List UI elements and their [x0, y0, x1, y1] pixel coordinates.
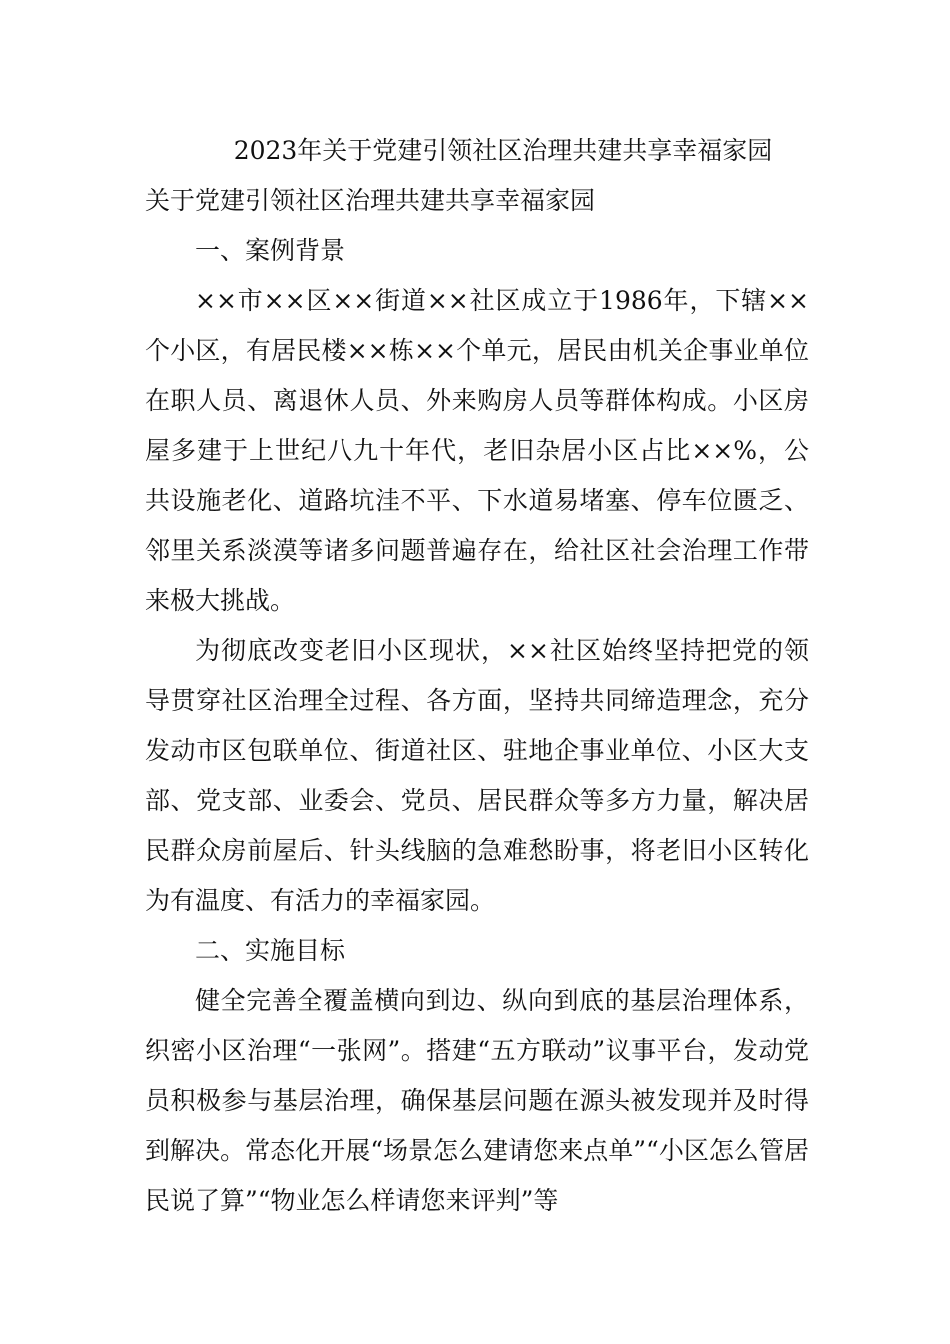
document-subtitle: 关于党建引领社区治理共建共享幸福家园: [145, 186, 596, 215]
paragraph-background-1: ××市××区××街道××社区成立于1986年，下辖××个小区，有居民楼××栋××个单元，居民由机关企事业单位在职人员、离退休人员、外来购房人员等群体构成。小区房屋多建于上世纪八九十年代，老旧杂居小区占比××%，公共设施老化、道路坑洼不平、下水道易堵塞、停车位匮乏、邻里关系淡漠等诸多问题普遍存在，给社区社会治理工作带来极大挑战。: [145, 286, 809, 615]
section-heading-background: 一、案例背景: [195, 236, 346, 265]
paragraph-goals-1: 健全完善全覆盖横向到边、纵向到底的基层治理体系，织密小区治理“一张网”。搭建“五方联动”议事平台，发动党员积极参与基层治理，确保基层问题在源头被发现并及时得到解决。常态化开展“场景怎么建请您来点单”“小区怎么管居民说了算”“物业怎么样请您来评判”等: [145, 986, 809, 1215]
document-title: 2023年关于党建引领社区治理共建共享幸福家园: [233, 136, 773, 165]
paragraph-background-2: 为彻底改变老旧小区现状，××社区始终坚持把党的领导贯穿社区治理全过程、各方面，坚持共同缔造理念，充分发动市区包联单位、街道社区、驻地企事业单位、小区大支部、党支部、业委会、党员、居民群众等多方力量，解决居民群众房前屋后、针头线脑的急难愁盼事，将老旧小区转化为有温度、有活力的幸福家园。: [145, 636, 809, 915]
section-heading-goals: 二、实施目标: [195, 936, 346, 965]
document-body: [145, 126, 809, 1226]
